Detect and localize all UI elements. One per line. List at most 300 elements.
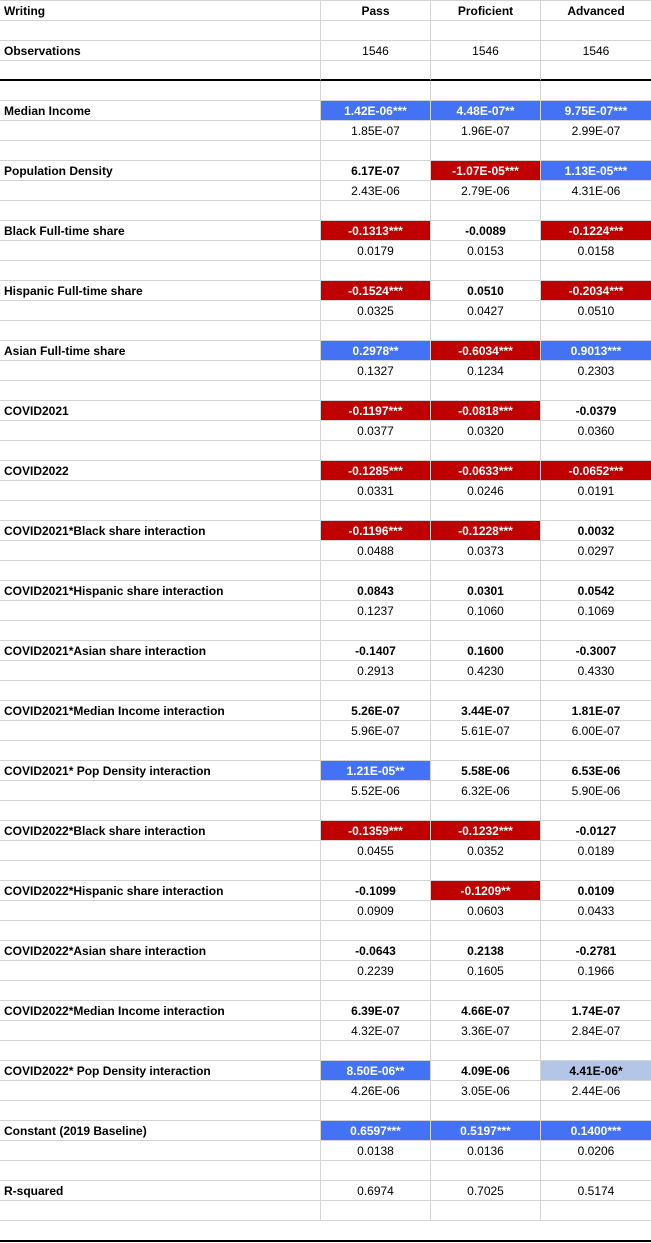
standard-error-cell: 0.0360: [541, 421, 651, 441]
standard-error-cell: 0.2913: [321, 661, 431, 681]
empty-cell: [321, 1201, 431, 1221]
standard-error-cell: 0.1069: [541, 601, 651, 621]
standard-error-cell: 0.0909: [321, 901, 431, 921]
coefficient-cell: -0.3007: [541, 641, 651, 661]
empty-cell: [0, 781, 321, 801]
empty-cell: [0, 141, 321, 161]
standard-error-cell: 5.52E-06: [321, 781, 431, 801]
coefficient-cell: 6.39E-07: [321, 1001, 431, 1021]
coefficient-cell: -0.1359***: [321, 821, 431, 841]
column-header: Proficient: [431, 1, 541, 21]
coefficient-row: [0, 1061, 651, 1081]
empty-cell: [0, 381, 321, 401]
spacer-row: [0, 1101, 651, 1121]
variable-label: Asian Full-time share: [0, 341, 321, 361]
coefficient-cell: 0.1400***: [541, 1121, 651, 1141]
coefficient-row: [0, 521, 651, 541]
spacer-row: [0, 921, 651, 941]
coefficient-row: [0, 1121, 651, 1141]
empty-cell: [321, 861, 431, 881]
empty-cell: [321, 261, 431, 281]
empty-cell: [321, 681, 431, 701]
standard-error-cell: 0.1966: [541, 961, 651, 981]
empty-cell: [0, 301, 321, 321]
empty-cell: [431, 921, 541, 941]
standard-error-cell: 0.0331: [321, 481, 431, 501]
coefficient-cell: -0.2781: [541, 941, 651, 961]
standard-error-cell: 0.0373: [431, 541, 541, 561]
coefficient-cell: 0.0542: [541, 581, 651, 601]
coefficient-cell: 0.1600: [431, 641, 541, 661]
empty-cell: [0, 601, 321, 621]
coefficient-cell: 0.0510: [431, 281, 541, 301]
empty-cell: [431, 501, 541, 521]
coefficient-cell: 0.0843: [321, 581, 431, 601]
empty-cell: [541, 561, 651, 581]
empty-cell: [431, 681, 541, 701]
variable-label: COVID2022*Asian share interaction: [0, 941, 321, 961]
spacer-row: [0, 21, 651, 41]
empty-cell: [431, 81, 541, 101]
empty-cell: [541, 1161, 651, 1181]
standard-error-cell: 6.32E-06: [431, 781, 541, 801]
standard-error-cell: 2.99E-07: [541, 121, 651, 141]
empty-cell: [0, 361, 321, 381]
empty-cell: [541, 201, 651, 221]
empty-cell: [431, 861, 541, 881]
standard-error-cell: 0.0510: [541, 301, 651, 321]
empty-cell: [0, 1201, 321, 1221]
empty-cell: [0, 541, 321, 561]
coefficient-cell: 4.41E-06*: [541, 1061, 651, 1081]
standard-error-cell: 2.84E-07: [541, 1021, 651, 1041]
coefficient-cell: -0.1196***: [321, 521, 431, 541]
standard-error-cell: 5.61E-07: [431, 721, 541, 741]
standard-error-cell: 0.0179: [321, 241, 431, 261]
empty-cell: [0, 501, 321, 521]
coefficient-row: [0, 761, 651, 781]
empty-cell: [431, 21, 541, 41]
empty-cell: [0, 321, 321, 341]
standard-error-row: [0, 481, 651, 501]
variable-label: Constant (2019 Baseline): [0, 1121, 321, 1141]
empty-cell: [541, 741, 651, 761]
standard-error-cell: 0.1605: [431, 961, 541, 981]
spacer-row: [0, 501, 651, 521]
observation-count: 1546: [431, 41, 541, 61]
standard-error-cell: 4.26E-06: [321, 1081, 431, 1101]
variable-label: COVID2021*Median Income interaction: [0, 701, 321, 721]
coefficient-cell: 0.5197***: [431, 1121, 541, 1141]
empty-cell: [541, 861, 651, 881]
standard-error-cell: 5.90E-06: [541, 781, 651, 801]
empty-cell: [541, 381, 651, 401]
empty-cell: [0, 841, 321, 861]
standard-error-cell: 4.32E-07: [321, 1021, 431, 1041]
spacer-row: [0, 381, 651, 401]
standard-error-row: [0, 961, 651, 981]
standard-error-cell: 0.0603: [431, 901, 541, 921]
rsquared-value: 0.7025: [431, 1181, 541, 1201]
standard-error-row: [0, 541, 651, 561]
empty-cell: [541, 61, 651, 81]
standard-error-cell: 2.43E-06: [321, 181, 431, 201]
empty-cell: [541, 921, 651, 941]
standard-error-cell: 4.31E-06: [541, 181, 651, 201]
empty-cell: [321, 621, 431, 641]
standard-error-cell: 0.1060: [431, 601, 541, 621]
empty-cell: [321, 61, 431, 81]
empty-cell: [0, 421, 321, 441]
standard-error-cell: 0.0136: [431, 1141, 541, 1161]
rsquared-value: 0.5174: [541, 1181, 651, 1201]
empty-cell: [321, 141, 431, 161]
coefficient-cell: -0.0643: [321, 941, 431, 961]
standard-error-row: [0, 841, 651, 861]
standard-error-cell: 0.2239: [321, 961, 431, 981]
spacer-row: [0, 1161, 651, 1181]
standard-error-cell: 0.0427: [431, 301, 541, 321]
empty-cell: [541, 1101, 651, 1121]
empty-cell: [0, 1141, 321, 1161]
empty-cell: [0, 1021, 321, 1041]
variable-label: COVID2021: [0, 401, 321, 421]
standard-error-row: [0, 1021, 651, 1041]
row-label: R-squared: [0, 1181, 321, 1201]
empty-cell: [541, 621, 651, 641]
empty-cell: [0, 261, 321, 281]
empty-cell: [0, 721, 321, 741]
coefficient-cell: -0.0652***: [541, 461, 651, 481]
bottom-border: [0, 1240, 651, 1242]
standard-error-cell: 0.0320: [431, 421, 541, 441]
coefficient-cell: -0.1209**: [431, 881, 541, 901]
empty-cell: [0, 961, 321, 981]
spacer-row: [0, 141, 651, 161]
empty-cell: [0, 801, 321, 821]
column-header: Pass: [321, 1, 431, 21]
standard-error-cell: 0.4330: [541, 661, 651, 681]
coefficient-row: [0, 161, 651, 181]
standard-error-cell: 0.1237: [321, 601, 431, 621]
variable-label: COVID2021* Pop Density interaction: [0, 761, 321, 781]
variable-label: COVID2022* Pop Density interaction: [0, 1061, 321, 1081]
standard-error-cell: 0.0189: [541, 841, 651, 861]
empty-cell: [0, 121, 321, 141]
spacer-row: [0, 261, 651, 281]
empty-cell: [431, 201, 541, 221]
coefficient-cell: 6.17E-07: [321, 161, 431, 181]
coefficient-cell: 1.74E-07: [541, 1001, 651, 1021]
empty-cell: [431, 741, 541, 761]
coefficient-row: [0, 821, 651, 841]
standard-error-cell: 0.0191: [541, 481, 651, 501]
coefficient-cell: 6.53E-06: [541, 761, 651, 781]
coefficient-cell: 1.42E-06***: [321, 101, 431, 121]
variable-label: Hispanic Full-time share: [0, 281, 321, 301]
column-header: Advanced: [541, 1, 651, 21]
coefficient-row: [0, 641, 651, 661]
standard-error-row: [0, 181, 651, 201]
coefficient-cell: -0.1232***: [431, 821, 541, 841]
empty-cell: [0, 741, 321, 761]
standard-error-row: [0, 901, 651, 921]
coefficient-cell: -0.1285***: [321, 461, 431, 481]
coefficient-cell: 1.81E-07: [541, 701, 651, 721]
variable-label: Black Full-time share: [0, 221, 321, 241]
standard-error-cell: 0.2303: [541, 361, 651, 381]
spacer-row: [0, 981, 651, 1001]
coefficient-cell: -0.1524***: [321, 281, 431, 301]
spacer-row: [0, 621, 651, 641]
coefficient-cell: -0.6034***: [431, 341, 541, 361]
variable-label: Population Density: [0, 161, 321, 181]
empty-cell: [541, 501, 651, 521]
coefficient-cell: -0.0127: [541, 821, 651, 841]
empty-cell: [431, 61, 541, 81]
coefficient-cell: -0.1224***: [541, 221, 651, 241]
empty-cell: [321, 1101, 431, 1121]
empty-cell: [0, 1101, 321, 1121]
empty-cell: [321, 381, 431, 401]
standard-error-cell: 3.36E-07: [431, 1021, 541, 1041]
coefficient-cell: 0.9013***: [541, 341, 651, 361]
empty-cell: [0, 921, 321, 941]
empty-cell: [0, 1041, 321, 1061]
standard-error-cell: 0.0433: [541, 901, 651, 921]
standard-error-cell: 0.0206: [541, 1141, 651, 1161]
empty-cell: [321, 561, 431, 581]
variable-label: COVID2021*Black share interaction: [0, 521, 321, 541]
empty-cell: [541, 141, 651, 161]
standard-error-cell: 5.96E-07: [321, 721, 431, 741]
coefficient-cell: 0.2138: [431, 941, 541, 961]
standard-error-cell: 0.1327: [321, 361, 431, 381]
variable-label: COVID2021*Hispanic share interaction: [0, 581, 321, 601]
standard-error-cell: 0.4230: [431, 661, 541, 681]
empty-cell: [321, 321, 431, 341]
empty-cell: [0, 661, 321, 681]
spacer-row: [0, 61, 651, 81]
empty-cell: [0, 441, 321, 461]
empty-cell: [0, 81, 321, 101]
spacer-row: [0, 81, 651, 101]
empty-cell: [0, 21, 321, 41]
variable-label: COVID2022: [0, 461, 321, 481]
header-row: [0, 1, 651, 21]
variable-label: COVID2021*Asian share interaction: [0, 641, 321, 661]
variable-label: COVID2022*Median Income interaction: [0, 1001, 321, 1021]
empty-cell: [321, 441, 431, 461]
coefficient-row: [0, 881, 651, 901]
observation-count: 1546: [541, 41, 651, 61]
standard-error-cell: 1.96E-07: [431, 121, 541, 141]
coefficient-cell: 5.26E-07: [321, 701, 431, 721]
coefficient-cell: 3.44E-07: [431, 701, 541, 721]
coefficient-cell: 4.48E-07**: [431, 101, 541, 121]
coefficient-row: [0, 461, 651, 481]
standard-error-cell: 3.05E-06: [431, 1081, 541, 1101]
coefficient-row: [0, 941, 651, 961]
standard-error-cell: 0.0138: [321, 1141, 431, 1161]
empty-cell: [541, 801, 651, 821]
coefficient-cell: 0.0109: [541, 881, 651, 901]
spacer-row: [0, 561, 651, 581]
empty-cell: [0, 861, 321, 881]
coefficient-row: [0, 221, 651, 241]
coefficient-cell: 1.13E-05***: [541, 161, 651, 181]
standard-error-row: [0, 1081, 651, 1101]
rsquared-row: [0, 1181, 651, 1201]
empty-cell: [321, 1161, 431, 1181]
standard-error-row: [0, 361, 651, 381]
spacer-row: [0, 801, 651, 821]
empty-cell: [541, 321, 651, 341]
coefficient-cell: 0.0032: [541, 521, 651, 541]
coefficient-cell: -0.1197***: [321, 401, 431, 421]
standard-error-cell: 0.0325: [321, 301, 431, 321]
coefficient-cell: -0.0633***: [431, 461, 541, 481]
empty-cell: [0, 481, 321, 501]
rsquared-value: 0.6974: [321, 1181, 431, 1201]
standard-error-cell: 2.79E-06: [431, 181, 541, 201]
empty-cell: [0, 61, 321, 81]
empty-cell: [0, 561, 321, 581]
standard-error-row: [0, 301, 651, 321]
empty-cell: [431, 1101, 541, 1121]
standard-error-row: [0, 421, 651, 441]
coefficient-row: [0, 581, 651, 601]
standard-error-cell: 0.0158: [541, 241, 651, 261]
spacer-row: [0, 201, 651, 221]
variable-label: COVID2022*Black share interaction: [0, 821, 321, 841]
empty-cell: [321, 201, 431, 221]
empty-cell: [0, 201, 321, 221]
empty-cell: [0, 901, 321, 921]
coefficient-cell: 1.21E-05**: [321, 761, 431, 781]
standard-error-row: [0, 661, 651, 681]
standard-error-cell: 0.0488: [321, 541, 431, 561]
standard-error-row: [0, 1141, 651, 1161]
row-label: Observations: [0, 41, 321, 61]
empty-cell: [0, 181, 321, 201]
empty-cell: [431, 621, 541, 641]
empty-cell: [0, 1081, 321, 1101]
empty-cell: [321, 921, 431, 941]
empty-cell: [321, 1041, 431, 1061]
empty-cell: [541, 681, 651, 701]
standard-error-cell: 0.0246: [431, 481, 541, 501]
observations-row: [0, 41, 651, 61]
coefficient-cell: 0.2978**: [321, 341, 431, 361]
coefficient-cell: -0.1407: [321, 641, 431, 661]
coefficient-cell: -0.1099: [321, 881, 431, 901]
standard-error-cell: 6.00E-07: [541, 721, 651, 741]
empty-cell: [431, 441, 541, 461]
coefficient-cell: 4.09E-06: [431, 1061, 541, 1081]
coefficient-cell: -0.1313***: [321, 221, 431, 241]
standard-error-row: [0, 241, 651, 261]
empty-cell: [321, 501, 431, 521]
standard-error-cell: 0.0297: [541, 541, 651, 561]
empty-cell: [431, 981, 541, 1001]
empty-cell: [431, 1201, 541, 1221]
empty-cell: [0, 981, 321, 1001]
spacer-row: [0, 681, 651, 701]
coefficient-cell: -0.2034***: [541, 281, 651, 301]
variable-label: Median Income: [0, 101, 321, 121]
empty-cell: [541, 81, 651, 101]
empty-cell: [431, 561, 541, 581]
empty-cell: [431, 381, 541, 401]
coefficient-cell: 4.66E-07: [431, 1001, 541, 1021]
coefficient-cell: -0.1228***: [431, 521, 541, 541]
standard-error-row: [0, 781, 651, 801]
standard-error-cell: 0.0153: [431, 241, 541, 261]
standard-error-cell: 0.0377: [321, 421, 431, 441]
empty-cell: [541, 1041, 651, 1061]
empty-cell: [431, 321, 541, 341]
empty-cell: [431, 141, 541, 161]
empty-cell: [541, 441, 651, 461]
empty-cell: [431, 1161, 541, 1181]
spacer-row: [0, 1041, 651, 1061]
standard-error-cell: 1.85E-07: [321, 121, 431, 141]
standard-error-cell: 0.1234: [431, 361, 541, 381]
standard-error-row: [0, 601, 651, 621]
observation-count: 1546: [321, 41, 431, 61]
coefficient-cell: 8.50E-06**: [321, 1061, 431, 1081]
standard-error-cell: 2.44E-06: [541, 1081, 651, 1101]
spacer-row: [0, 321, 651, 341]
empty-cell: [321, 741, 431, 761]
coefficient-cell: 0.6597***: [321, 1121, 431, 1141]
coefficient-cell: -0.0379: [541, 401, 651, 421]
coefficient-row: [0, 401, 651, 421]
coefficient-cell: -0.0089: [431, 221, 541, 241]
standard-error-row: [0, 121, 651, 141]
empty-cell: [321, 981, 431, 1001]
empty-cell: [0, 621, 321, 641]
empty-cell: [431, 1041, 541, 1061]
empty-cell: [0, 241, 321, 261]
coefficient-row: [0, 281, 651, 301]
spacer-row: [0, 861, 651, 881]
coefficient-cell: 0.0301: [431, 581, 541, 601]
spacer-row: [0, 1201, 651, 1221]
coefficient-row: [0, 341, 651, 361]
empty-cell: [431, 261, 541, 281]
coefficient-cell: 9.75E-07***: [541, 101, 651, 121]
spacer-row: [0, 441, 651, 461]
empty-cell: [0, 1161, 321, 1181]
empty-cell: [541, 21, 651, 41]
standard-error-row: [0, 721, 651, 741]
coefficient-cell: -0.0818***: [431, 401, 541, 421]
standard-error-cell: 0.0352: [431, 841, 541, 861]
coefficient-cell: -1.07E-05***: [431, 161, 541, 181]
spacer-row: [0, 741, 651, 761]
standard-error-cell: 0.0455: [321, 841, 431, 861]
empty-cell: [541, 261, 651, 281]
empty-cell: [321, 81, 431, 101]
empty-cell: [0, 681, 321, 701]
empty-cell: [431, 801, 541, 821]
table-title: Writing: [0, 1, 321, 21]
empty-cell: [541, 981, 651, 1001]
empty-cell: [321, 21, 431, 41]
empty-cell: [321, 801, 431, 821]
